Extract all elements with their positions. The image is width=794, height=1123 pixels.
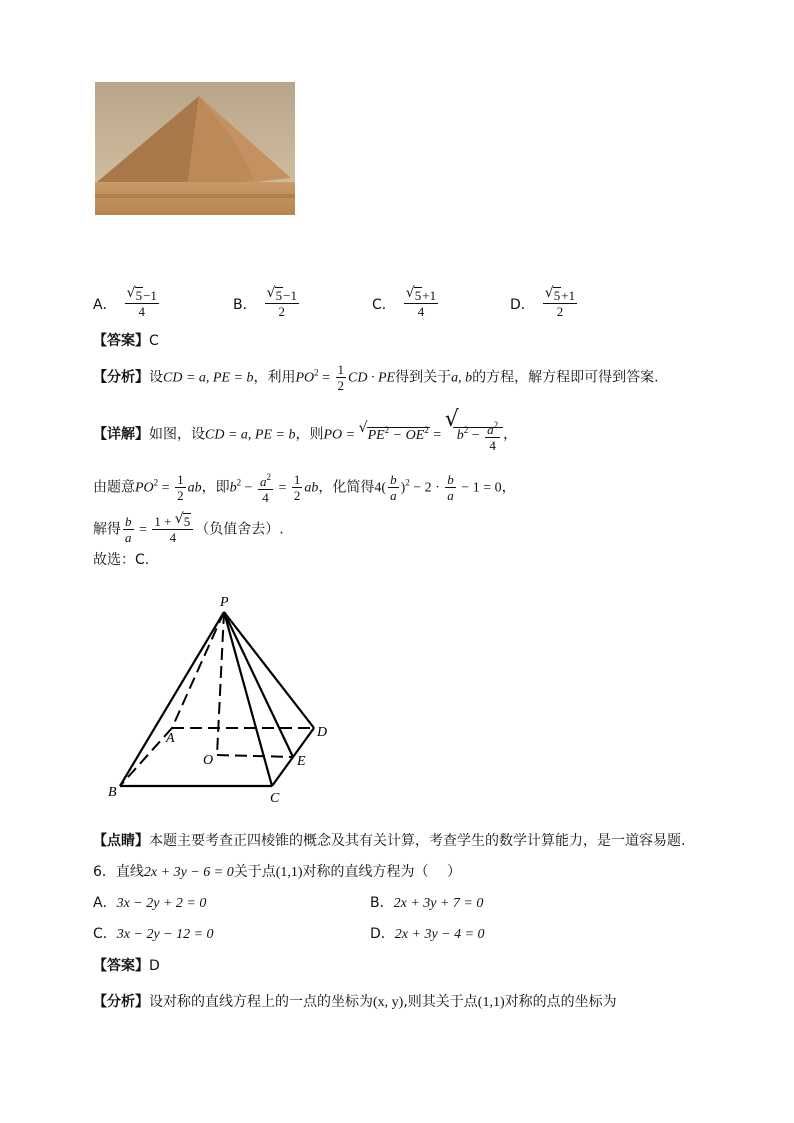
- comment-5: 【点睛】本题主要考查正四棱锥的概念及其有关计算，考查学生的数学计算能力，是一道容易题.: [93, 833, 686, 849]
- label-e: E: [297, 754, 306, 769]
- segment-oe: [217, 755, 293, 757]
- q5-option-d: D． √ 5+1 2: [510, 285, 576, 319]
- label-a: A: [166, 731, 175, 746]
- edge-ab: [120, 728, 172, 786]
- detail-5: 【详解】如图，设CD = a, PE = b，则PO = √ $PE^2 - OE^2$ = √ $b^2$ − $\frac{a^2}{4}$ ，: [93, 407, 518, 453]
- q5-option-b: B． √ 5−1 2: [233, 285, 297, 319]
- label-o: O: [203, 753, 214, 768]
- q6-option-d: D．2x + 3y − 4 = 0: [370, 926, 485, 942]
- q6-option-a: A．3x − 2y + 2 = 0: [93, 895, 207, 911]
- label-p: P: [220, 595, 229, 610]
- pyramid-photo: [95, 82, 295, 215]
- answer-6: 【答案】D: [93, 958, 160, 974]
- pyramid-diagram: [100, 590, 350, 815]
- q5-option-a: A． √ 5−1 4: [93, 285, 157, 319]
- label-c: C: [270, 791, 280, 806]
- pyramid-figure: [100, 590, 350, 815]
- derivation-line-1: 由题意$PO^2$ = $\frac{1}{2}$ ab，即$b^2$ − $\frac{a^2}{4}$ = $\frac{1}{2}$ ab，化简得4( $\frac{b}{a}$ )$^2$ − 2 · $\frac{b}{a}$ − 1 = 0，: [93, 472, 516, 505]
- question-6: 6．直线2x + 3y − 6 = 0关于点(1,1)对称的直线方程为（ ）: [93, 864, 461, 880]
- q6-option-b: B．2x + 3y + 7 = 0: [370, 895, 484, 911]
- label-b: B: [108, 785, 117, 800]
- edge-pa: [172, 612, 224, 728]
- segment-po: [217, 612, 224, 755]
- answer-5: 【答案】C: [93, 333, 159, 349]
- q6-option-c: C．3x − 2y − 12 = 0: [93, 926, 214, 942]
- derivation-line-2: 解得 $\frac{b}{a}$ = 1 + √ 5 4 （负值舍去）.: [93, 511, 284, 545]
- analysis-6: 【分析】设对称的直线方程上的一点的坐标为(x, y),则其关于点(1,1)对称的点的坐标为: [93, 994, 617, 1010]
- q5-option-c: C． √ 5+1 4: [372, 285, 437, 319]
- choose-5: 故选：C.: [93, 552, 150, 568]
- label-d: D: [317, 725, 328, 740]
- edge-pd: [224, 612, 314, 728]
- analysis-5: 【分析】设CD = a, PE = b，利用$PO^2$ = $\frac{1}{2}$ CD · PE得到关于a, b的方程，解方程即可得到答案.: [93, 362, 659, 393]
